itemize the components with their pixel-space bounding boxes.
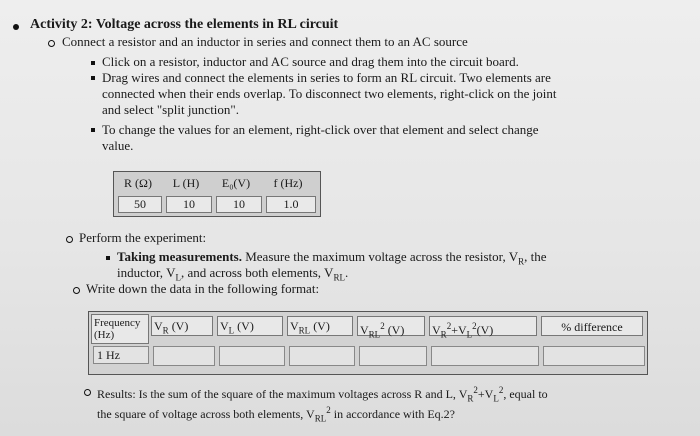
bullet-circle-icon [66, 236, 73, 243]
step1-sub3-line2: value. [102, 138, 134, 153]
table2-header-frequency: Frequency (Hz) [91, 314, 149, 344]
table2-header-vl: $V_L$ (V) [217, 316, 283, 336]
step2-text: Perform the experiment: [79, 230, 207, 245]
table2-header-vrl-squared: $V_{RL}^2$ (V) [357, 316, 425, 336]
bullet-circle-icon [84, 389, 91, 396]
parameters-table [113, 171, 321, 217]
table2-row1-vl [219, 346, 285, 366]
table1-value-f: 1.0 [266, 196, 316, 213]
step1-sub1: Click on a resistor, inductor and AC source and drag them into the circuit board. [102, 54, 519, 69]
table1-value-r: 50 [118, 196, 162, 213]
bullet-circle-icon [73, 287, 80, 294]
table1-header-f: f (Hz) [273, 176, 303, 190]
step1-sub2-line3: and select "split junction". [102, 102, 239, 117]
bullet-square-icon [91, 76, 95, 80]
table2-header-vr: $V_R$ (V) [151, 316, 213, 336]
table1-header-e0: E₀(V) [221, 176, 251, 190]
table1-value-e0: 10 [216, 196, 262, 213]
table1-value-l: 10 [166, 196, 212, 213]
results-line2: the square of voltage across both elements, $V_{RL}^2$ in accordance with Eq.2? [97, 405, 456, 424]
step1-sub2-line1: Drag wires and connect the elements in series to form an RL circuit. Two elements are [102, 70, 551, 85]
table1-header-r: R (Ω) [124, 176, 152, 190]
step2-sub-line2: inductor, $V_L$, and across both elements, $V_{RL}$. [117, 265, 349, 283]
table2-row1-vrl-squared [359, 346, 427, 366]
step1-text: Connect a resistor and an inductor in series and connect them to an AC source [62, 34, 468, 49]
step3-text: Write down the data in the following format: [86, 281, 320, 296]
bullet-square-icon [91, 128, 95, 132]
table2-row1-sum-squares [431, 346, 539, 366]
data-table [88, 311, 648, 375]
table2-header-sum-squares: $V_R^2+V_L^2(V)$ [429, 316, 537, 336]
step2-sub-line1: Taking measurements. Measure the maximum voltage across the resistor, $V_R$, the [117, 249, 547, 267]
table2-row1-vrl [289, 346, 355, 366]
table2-row1-difference [543, 346, 645, 366]
step1-sub3-line1: To change the values for an element, right-click over that element and select change [102, 122, 539, 137]
bullet-dot-icon [13, 24, 19, 30]
bullet-square-icon [91, 61, 95, 65]
table1-header-l: L (H) [172, 176, 200, 190]
table2-row1-frequency: 1 Hz [93, 346, 149, 364]
step1-sub2-line2: connected when their ends overlap. To disconnect two elements, right-click on the joint [102, 86, 557, 101]
results-line1: Results: Is the sum of the square of the maximum voltages across R and L, $V_R^2+V_L^2$, equal to [97, 385, 548, 404]
table2-header-difference: % difference [541, 316, 643, 336]
activity-title: Activity 2: Voltage across the elements in RL circuit [30, 17, 339, 32]
bullet-square-icon [106, 256, 110, 260]
table2-row1-vr [153, 346, 215, 366]
table2-header-vrl: $V_{RL}$ (V) [287, 316, 353, 336]
bullet-circle-icon [48, 40, 55, 47]
